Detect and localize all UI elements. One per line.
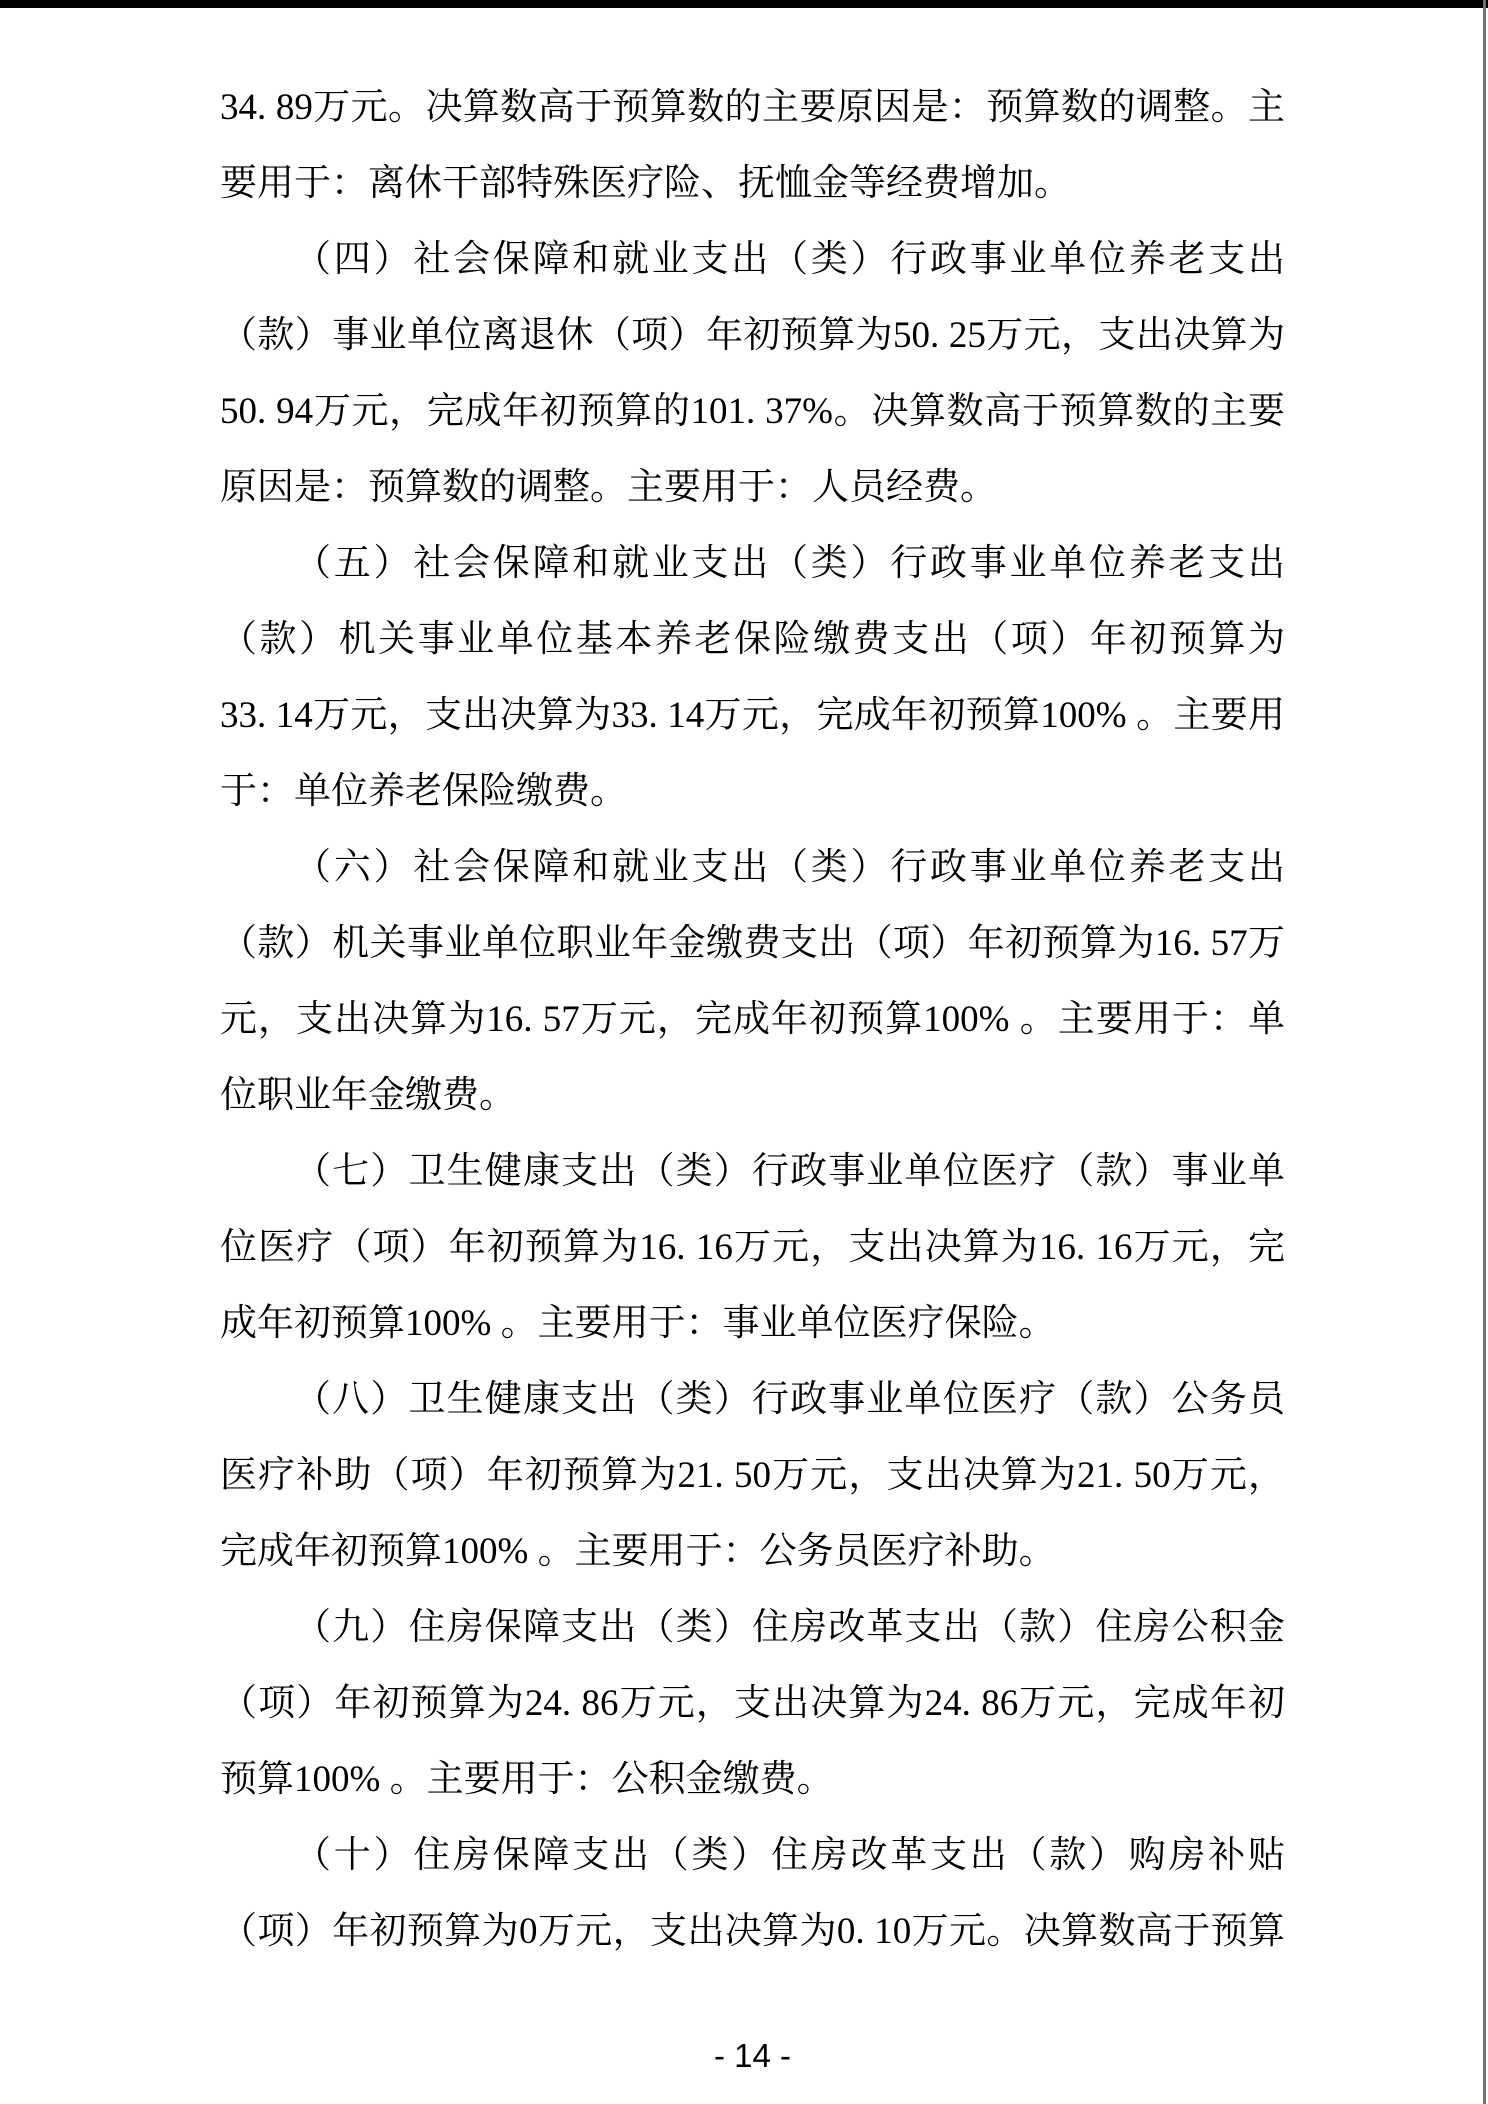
text-line: 33. 14万元，支出决算为33. 14万元，完成年初预算100% 。主要用 xyxy=(220,695,1285,736)
text-line: （款）机关事业单位职业年金缴费支出（项）年初预算为16. 57万 xyxy=(220,923,1285,964)
text-line: 于：单位养老保险缴费。 xyxy=(220,771,627,812)
page-number: - 14 - xyxy=(713,2037,792,2074)
text-line: （项）年初预算为0万元，支出决算为0. 10万元。决算数高于预算 xyxy=(220,1911,1285,1952)
text-line: 预算100% 。主要用于：公积金缴费。 xyxy=(220,1759,834,1800)
text-line: 成年初预算100% 。主要用于：事业单位医疗保险。 xyxy=(220,1303,1056,1344)
text-line: （七）卫生健康支出（类）行政事业单位医疗（款）事业单 xyxy=(294,1151,1285,1192)
document-body xyxy=(220,70,1285,1970)
scan-top-border xyxy=(0,0,1488,8)
text-line: （九）住房保障支出（类）住房改革支出（款）住房公积金 xyxy=(294,1607,1285,1648)
text-line: （五）社会保障和就业支出（类）行政事业单位养老支出 xyxy=(294,543,1285,584)
text-line: 50. 94万元，完成年初预算的101. 37%。决算数高于预算数的主要 xyxy=(220,391,1285,432)
text-line: （款）机关事业单位基本养老保险缴费支出（项）年初预算为 xyxy=(220,619,1285,660)
scan-right-border xyxy=(1483,0,1486,2104)
text-line: 元，支出决算为16. 57万元，完成年初预算100% 。主要用于：单 xyxy=(220,999,1285,1040)
text-line: （四）社会保障和就业支出（类）行政事业单位养老支出 xyxy=(294,239,1285,280)
text-line: 医疗补助（项）年初预算为21. 50万元，支出决算为21. 50万元， xyxy=(220,1455,1285,1496)
text-line: 原因是：预算数的调整。主要用于：人员经费。 xyxy=(220,467,997,508)
text-line: 要用于：离休干部特殊医疗险、抚恤金等经费增加。 xyxy=(220,163,1071,204)
text-line: （十）住房保障支出（类）住房改革支出（款）购房补贴 xyxy=(294,1835,1285,1876)
text-line: 位职业年金缴费。 xyxy=(220,1075,516,1116)
text-line: 完成年初预算100% 。主要用于：公务员医疗补助。 xyxy=(220,1531,1056,1572)
text-line: 位医疗（项）年初预算为16. 16万元，支出决算为16. 16万元，完 xyxy=(220,1227,1285,1268)
text-line: （项）年初预算为24. 86万元，支出决算为24. 86万元，完成年初 xyxy=(220,1683,1285,1724)
text-line: 34. 89万元。决算数高于预算数的主要原因是：预算数的调整。主 xyxy=(220,87,1285,128)
text-line: （六）社会保障和就业支出（类）行政事业单位养老支出 xyxy=(294,847,1285,888)
text-line: （八）卫生健康支出（类）行政事业单位医疗（款）公务员 xyxy=(294,1379,1285,1420)
text-line: （款）事业单位离退休（项）年初预算为50. 25万元，支出决算为 xyxy=(220,315,1285,356)
